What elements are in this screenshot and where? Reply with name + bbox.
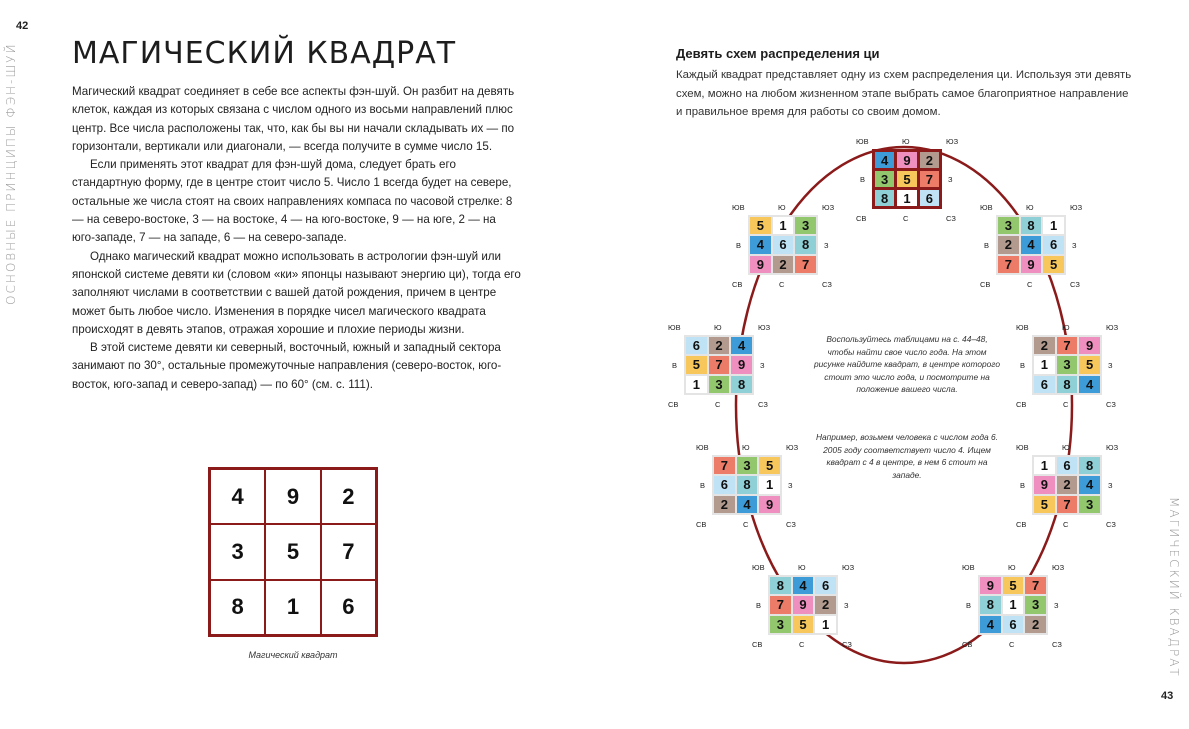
scheme-cell: 9 [1021, 256, 1042, 273]
direction-label-w: З [844, 601, 849, 610]
scheme-cell: 7 [709, 356, 730, 373]
scheme-cell: 7 [714, 457, 735, 474]
scheme-cell: 8 [1057, 376, 1078, 393]
scheme-grid [768, 575, 838, 635]
scheme-square-center-1 [960, 563, 1068, 649]
magic-square-cell: 3 [210, 524, 265, 579]
direction-label-ne: СВ [856, 214, 867, 223]
direction-label-ne: СВ [1016, 520, 1027, 529]
scheme-cell: 5 [1003, 577, 1024, 594]
section-heading: Девять схем распределения ци [676, 46, 880, 61]
scheme-cell: 6 [920, 190, 939, 206]
scheme-cell: 4 [1079, 476, 1100, 493]
magic-square-cell: 4 [210, 469, 265, 524]
scheme-cell: 5 [759, 457, 780, 474]
direction-label-w: З [824, 241, 829, 250]
direction-label-n: С [1027, 280, 1033, 289]
direction-label-se: ЮВ [980, 203, 993, 212]
direction-label-n: С [779, 280, 785, 289]
scheme-cell: 9 [1079, 337, 1100, 354]
scheme-grid [996, 215, 1066, 275]
scheme-cell: 5 [686, 356, 707, 373]
direction-label-s: Ю [798, 563, 806, 572]
scheme-cell: 2 [709, 337, 730, 354]
direction-label-se: ЮВ [696, 443, 709, 452]
scheme-cell: 7 [998, 256, 1019, 273]
scheme-square-center-3 [1014, 323, 1122, 409]
page-number-right: 43 [1161, 690, 1174, 702]
direction-label-nw: СЗ [842, 640, 852, 649]
scheme-cell: 9 [897, 152, 916, 168]
direction-label-ne: СВ [980, 280, 991, 289]
scheme-cell: 9 [759, 496, 780, 513]
scheme-cell: 6 [1043, 236, 1064, 253]
scheme-cell: 4 [875, 152, 894, 168]
scheme-cell: 2 [773, 256, 794, 273]
direction-label-w: З [1108, 481, 1113, 490]
direction-label-s: Ю [742, 443, 750, 452]
scheme-square-center-4 [978, 203, 1086, 289]
scheme-cell: 2 [1057, 476, 1078, 493]
scheme-grid [872, 149, 942, 209]
scheme-cell: 7 [1057, 337, 1078, 354]
direction-label-nw: СЗ [1070, 280, 1080, 289]
page-title: МАГИЧЕСКИЙ КВАДРАТ [72, 36, 457, 71]
scheme-cell: 8 [770, 577, 791, 594]
scheme-cell: 6 [1034, 376, 1055, 393]
paragraph: Однако магический квадрат можно использовать в астрологии фэн-шуй или японской системе девяти ки (словом «ки» японцы называют энергию ци), тогда его заполняют числами в соответствии с вашей датой рождения, причем в центре может быть любое число. Изменения в порядке чисел магического квадрата происходят в девять этапов, отражая хорошие и плохие периоды жизни. [72, 249, 521, 336]
scheme-square-center-5 [854, 137, 962, 223]
paragraph: Если применять этот квадрат для фэн-шуй дома, следует брать его стандартную форму, где в центре стоит число 5. Число 1 всегда будет на севере, остальные же числа стоят на своих направлениях компаса по часовой стрелке: 8 — на северо-востоке, 3 — на востоке, 4 — на юго-востоке, 9 — на юге, 2 — на юго-западе, 7 — на западе, 6 — на северо-западе. [72, 158, 513, 245]
direction-label-e: В [860, 175, 866, 184]
scheme-square-center-2 [1014, 443, 1122, 529]
scheme-cell: 1 [773, 217, 794, 234]
scheme-cell: 5 [1079, 356, 1100, 373]
direction-label-se: ЮВ [732, 203, 745, 212]
magic-square-cell: 6 [321, 580, 376, 635]
scheme-cell: 6 [815, 577, 836, 594]
section-side-label: ОСНОВНЫЕ ПРИНЦИПЫ ФЭН-ШУЙ [4, 42, 18, 305]
scheme-cell: 2 [1025, 616, 1046, 633]
scheme-grid [978, 575, 1048, 635]
direction-label-n: С [903, 214, 909, 223]
direction-label-ne: СВ [752, 640, 763, 649]
direction-label-e: В [966, 601, 972, 610]
scheme-cell: 1 [1034, 457, 1055, 474]
direction-label-sw: ЮЗ [758, 323, 771, 332]
direction-label-n: С [1063, 400, 1069, 409]
direction-label-ne: СВ [732, 280, 743, 289]
scheme-cell: 6 [773, 236, 794, 253]
direction-label-w: З [760, 361, 765, 370]
scheme-cell: 6 [686, 337, 707, 354]
direction-label-sw: ЮЗ [1052, 563, 1065, 572]
scheme-cell: 1 [1003, 596, 1024, 613]
intro-text: Каждый квадрат представляет одну из схем распределения ци. Используя эти девять схем, можно на любом жизненном этапе выбрать самое благоприятное направление и правильное время для работы со своим домом. [676, 69, 1132, 118]
scheme-cell: 4 [737, 496, 758, 513]
direction-label-n: С [743, 520, 749, 529]
direction-label-se: ЮВ [962, 563, 975, 572]
direction-label-se: ЮВ [752, 563, 765, 572]
scheme-cell: 6 [1003, 616, 1024, 633]
direction-label-sw: ЮЗ [946, 137, 959, 146]
direction-label-e: В [984, 241, 990, 250]
direction-label-se: ЮВ [856, 137, 869, 146]
direction-label-nw: СЗ [822, 280, 832, 289]
direction-label-e: В [700, 481, 706, 490]
scheme-cell: 1 [815, 616, 836, 633]
paragraph: Магический квадрат соединяет в себе все аспекты фэн-шуй. Он разбит на девять клеток, каждая из которых связана с числом одного из восьми направлений плюс центр. Все числа расположены так, что, как бы вы ни начали складывать их — по горизонтали, вертикали или диагонали, — всегда получите в сумме число 15. [72, 85, 515, 153]
scheme-grid [748, 215, 818, 275]
magic-square-cell: 8 [210, 580, 265, 635]
scheme-cell: 1 [686, 376, 707, 393]
scheme-cell: 2 [998, 236, 1019, 253]
scheme-cell: 5 [750, 217, 771, 234]
direction-label-w: З [948, 175, 953, 184]
scheme-cell: 3 [1025, 596, 1046, 613]
direction-label-ne: СВ [696, 520, 707, 529]
scheme-cell: 7 [920, 171, 939, 187]
direction-label-se: ЮВ [668, 323, 681, 332]
direction-label-n: С [799, 640, 805, 649]
scheme-cell: 9 [750, 256, 771, 273]
scheme-cell: 2 [815, 596, 836, 613]
scheme-cell: 8 [980, 596, 1001, 613]
direction-label-sw: ЮЗ [1106, 443, 1119, 452]
direction-label-e: В [672, 361, 678, 370]
direction-label-e: В [1020, 481, 1026, 490]
scheme-cell: 7 [1025, 577, 1046, 594]
scheme-cell: 7 [770, 596, 791, 613]
scheme-cell: 3 [1057, 356, 1078, 373]
scheme-grid [684, 335, 754, 395]
direction-label-e: В [756, 601, 762, 610]
scheme-grid [1032, 455, 1102, 515]
scheme-cell: 1 [1034, 356, 1055, 373]
direction-label-s: Ю [778, 203, 786, 212]
scheme-cell: 3 [709, 376, 730, 393]
scheme-cell: 3 [875, 171, 894, 187]
scheme-cell: 4 [750, 236, 771, 253]
direction-label-w: З [1072, 241, 1077, 250]
scheme-cell: 4 [980, 616, 1001, 633]
scheme-cell: 3 [737, 457, 758, 474]
magic-square-cell: 5 [265, 524, 320, 579]
scheme-cell: 5 [1043, 256, 1064, 273]
scheme-cell: 2 [920, 152, 939, 168]
page-number-left: 42 [16, 20, 29, 32]
scheme-cell: 9 [1034, 476, 1055, 493]
direction-label-w: З [1054, 601, 1059, 610]
scheme-cell: 2 [714, 496, 735, 513]
magic-square-cell: 1 [265, 580, 320, 635]
direction-label-s: Ю [1062, 443, 1070, 452]
scheme-cell: 5 [793, 616, 814, 633]
magic-square-cell: 9 [265, 469, 320, 524]
instruction-note: Воспользуйтесь таблицами на с. 44–48, чтобы найти свое число года. На этом рисунке найдите квадрат, в центре которого стоит это число года, и посмотрите на положение вашего числа. [813, 334, 1001, 395]
scheme-cell: 5 [897, 171, 916, 187]
scheme-cell: 3 [770, 616, 791, 633]
scheme-square-center-9 [750, 563, 858, 649]
scheme-cell: 1 [897, 190, 916, 206]
scheme-square-center-6 [730, 203, 838, 289]
direction-label-nw: СЗ [758, 400, 768, 409]
scheme-cell: 3 [998, 217, 1019, 234]
direction-label-sw: ЮЗ [1070, 203, 1083, 212]
scheme-cell: 4 [1021, 236, 1042, 253]
direction-label-s: Ю [1026, 203, 1034, 212]
magic-square-cell: 2 [321, 469, 376, 524]
scheme-cell: 5 [1034, 496, 1055, 513]
scheme-cell: 1 [1043, 217, 1064, 234]
magic-square-cell: 7 [321, 524, 376, 579]
scheme-cell: 3 [1079, 496, 1100, 513]
direction-label-nw: СЗ [1052, 640, 1062, 649]
scheme-cell: 2 [1034, 337, 1055, 354]
direction-label-ne: СВ [962, 640, 973, 649]
direction-label-se: ЮВ [1016, 323, 1029, 332]
direction-label-sw: ЮЗ [842, 563, 855, 572]
scheme-cell: 8 [795, 236, 816, 253]
direction-label-s: Ю [902, 137, 910, 146]
scheme-cell: 1 [759, 476, 780, 493]
direction-label-nw: СЗ [1106, 520, 1116, 529]
scheme-cell: 8 [875, 190, 894, 206]
direction-label-sw: ЮЗ [822, 203, 835, 212]
scheme-grid [712, 455, 782, 515]
scheme-cell: 8 [1021, 217, 1042, 234]
direction-label-nw: СЗ [1106, 400, 1116, 409]
scheme-cell: 4 [793, 577, 814, 594]
direction-label-e: В [736, 241, 742, 250]
chapter-side-label: МАГИЧЕСКИЙ КВАДРАТ [1167, 497, 1181, 678]
direction-label-ne: СВ [668, 400, 679, 409]
direction-label-w: З [788, 481, 793, 490]
direction-label-w: З [1108, 361, 1113, 370]
scheme-cell: 6 [714, 476, 735, 493]
direction-label-n: С [715, 400, 721, 409]
scheme-cell: 8 [737, 476, 758, 493]
scheme-cell: 4 [731, 337, 752, 354]
direction-label-ne: СВ [1016, 400, 1027, 409]
direction-label-se: ЮВ [1016, 443, 1029, 452]
scheme-square-center-8 [694, 443, 802, 529]
scheme-square-center-7 [666, 323, 774, 409]
figure-caption: Магический квадрат [248, 650, 338, 660]
scheme-cell: 7 [1057, 496, 1078, 513]
direction-label-nw: СЗ [946, 214, 956, 223]
example-note: Например, возьмем человека с числом года 6. 2005 году соответствует число 4. Ищем квадрат с 4 в центре, в нем 6 стоит на западе. [816, 432, 998, 480]
direction-label-s: Ю [714, 323, 722, 332]
direction-label-nw: СЗ [786, 520, 796, 529]
scheme-cell: 3 [795, 217, 816, 234]
scheme-cell: 9 [980, 577, 1001, 594]
scheme-cell: 7 [795, 256, 816, 273]
scheme-cell: 9 [793, 596, 814, 613]
direction-label-s: Ю [1008, 563, 1016, 572]
direction-label-sw: ЮЗ [786, 443, 799, 452]
scheme-cell: 9 [731, 356, 752, 373]
direction-label-n: С [1009, 640, 1015, 649]
scheme-grid [1032, 335, 1102, 395]
direction-label-e: В [1020, 361, 1026, 370]
scheme-cell: 4 [1079, 376, 1100, 393]
direction-label-sw: ЮЗ [1106, 323, 1119, 332]
direction-label-s: Ю [1062, 323, 1070, 332]
scheme-cell: 8 [1079, 457, 1100, 474]
scheme-cell: 6 [1057, 457, 1078, 474]
direction-label-n: С [1063, 520, 1069, 529]
paragraph: В этой системе девяти ки северный, восточный, южный и западный сектора занимают по 30°, остальные промежуточные направления (северо-восток, юго-восток, юго-запад и северо-запад) — по 60° (см. с. 111). [72, 341, 502, 391]
scheme-cell: 8 [731, 376, 752, 393]
